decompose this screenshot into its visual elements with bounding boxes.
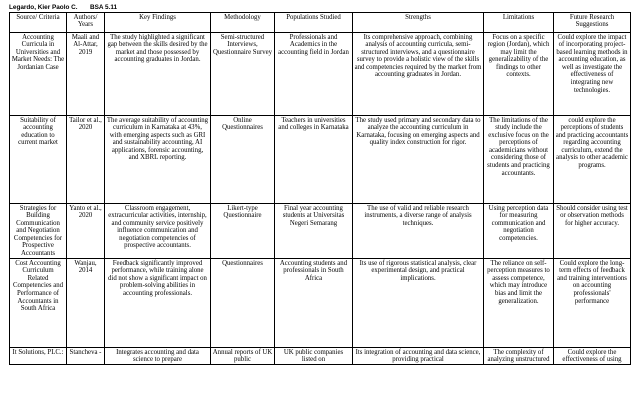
cell-methodology: Semi-structured Interviews, Questionnaire Survey xyxy=(211,33,275,116)
cell-limitations: The limitations of the study include the exclusive focus on the perceptions of academicians without considering those of students and practicing accountants. xyxy=(484,116,554,204)
cell-future-research: Could explore the impact of incorporating project-based learning methods in accounting education, as well as investigate the effectiveness of integrating new technologies. xyxy=(554,33,631,116)
cell-limitations: The complexity of analyzing unstructured xyxy=(484,348,554,365)
cell-key-findings: Classroom engagement, extracurricular activities, internship, and community service positively influence communication and negotiation competencies of prospective accountants. xyxy=(105,204,211,259)
cell-future-research: could explore the perceptions of students and practicing accountants regarding accounting curriculum, extend the analysis to other academic programs. xyxy=(554,116,631,204)
column-header-limitations: Limitations xyxy=(484,13,554,33)
column-header-key-findings: Key Findings xyxy=(105,13,211,33)
column-header-populations: Populations Studied xyxy=(275,13,353,33)
cell-authors: Tailor et al., 2020 xyxy=(67,116,105,204)
cell-key-findings: The study highlighted a significant gap between the skills desired by the market and those possessed by accounting graduates in Jordan. xyxy=(105,33,211,116)
cell-strengths: The use of valid and reliable research instruments, a diverse range of analysis techniques. xyxy=(353,204,484,259)
column-header-authors: Authors/ Years xyxy=(67,13,105,33)
table-row xyxy=(10,204,631,259)
cell-authors: Maali and Al-Attar, 2019 xyxy=(67,33,105,116)
cell-source: Cost Accounting Curriculum Related Competencies and Performance of Accountants in South Africa xyxy=(10,259,67,348)
cell-methodology: Likert-type Questionnaire xyxy=(211,204,275,259)
cell-populations: Professionals and Academics in the accounting field in Jordan xyxy=(275,33,353,116)
cell-source: It Solutions, PLC.: xyxy=(10,348,67,365)
cell-strengths: Its comprehensive approach, combining analysis of accounting curricula, semi-structured interviews, and a questionnaire survey to provide a holistic view of the skills and competencies required by the market from accounting graduates in Jordan. xyxy=(353,33,484,116)
column-header-source: Source/ Criteria xyxy=(10,13,67,33)
column-header-methodology: Methodology xyxy=(211,13,275,33)
cell-strengths: Its integration of accounting and data science, providing practical xyxy=(353,348,484,365)
table-header-row xyxy=(10,13,631,33)
cell-key-findings: Feedback significantly improved performance, while training alone did not show a significant impact on problem-solving abilities in accounting professionals. xyxy=(105,259,211,348)
column-header-strengths: Strengths xyxy=(353,13,484,33)
table-row xyxy=(10,259,631,348)
table-row xyxy=(10,348,631,365)
column-header-future-research: Future Research Suggestions xyxy=(554,13,631,33)
cell-strengths: Its use of rigorous statistical analysis, clear experimental design, and practical implications. xyxy=(353,259,484,348)
table-row xyxy=(10,116,631,204)
cell-future-research: Should consider using test or observation methods for higher accuracy. xyxy=(554,204,631,259)
literature-review-table xyxy=(9,12,631,365)
cell-populations: Final year accounting students at Universitas Negeri Semarang xyxy=(275,204,353,259)
cell-authors: Yanto et al., 2020 xyxy=(67,204,105,259)
cell-methodology: Annual reports of UK public xyxy=(211,348,275,365)
table-row xyxy=(10,33,631,116)
cell-limitations: Using perception data for measuring communication and negotiation competencies. xyxy=(484,204,554,259)
cell-authors: Wanjau, 2014 xyxy=(67,259,105,348)
cell-methodology: Questionnaires xyxy=(211,259,275,348)
cell-key-findings: Integrates accounting and data science to prepare xyxy=(105,348,211,365)
cell-populations: Accounting students and professionals in South Africa xyxy=(275,259,353,348)
cell-limitations: The reliance on self-perception measures to assess competence, which may introduce bias and limit the generalization. xyxy=(484,259,554,348)
cell-future-research: Could explore the effectiveness of using xyxy=(554,348,631,365)
cell-source: Suitability of accounting education to current market xyxy=(10,116,67,204)
cell-future-research: Could explore the long-term effects of feedback and training interventions on accounting professionals' performance xyxy=(554,259,631,348)
cell-key-findings: The average suitability of accounting curriculum in Karnataka at 43%, with emerging aspects such as GRI and sustainability accounting, AI applications, forensic accounting, and XBRL reporting. xyxy=(105,116,211,204)
cell-source: Accounting Curricula in Universities and Market Needs: The Jordanian Case xyxy=(10,33,67,116)
student-header: Legardo, Kier Paolo C. BSA 5.11 xyxy=(9,4,118,11)
cell-strengths: The study used primary and secondary data to analyze the accounting curriculum in Karnataka, focusing on emerging aspects and quality index construction for rigor. xyxy=(353,116,484,204)
cell-limitations: Focus on a specific region (Jordan), which may limit the generalizability of the findings to other contexts. xyxy=(484,33,554,116)
cell-populations: Teachers in universities and colleges in Karnataka xyxy=(275,116,353,204)
cell-populations: UK public companies listed on xyxy=(275,348,353,365)
cell-authors: Stancheva - xyxy=(67,348,105,365)
cell-methodology: Online Questionnaires xyxy=(211,116,275,204)
cell-source: Strategies for Building Communication and Negotiation Competencies for Prospective Accountants xyxy=(10,204,67,259)
